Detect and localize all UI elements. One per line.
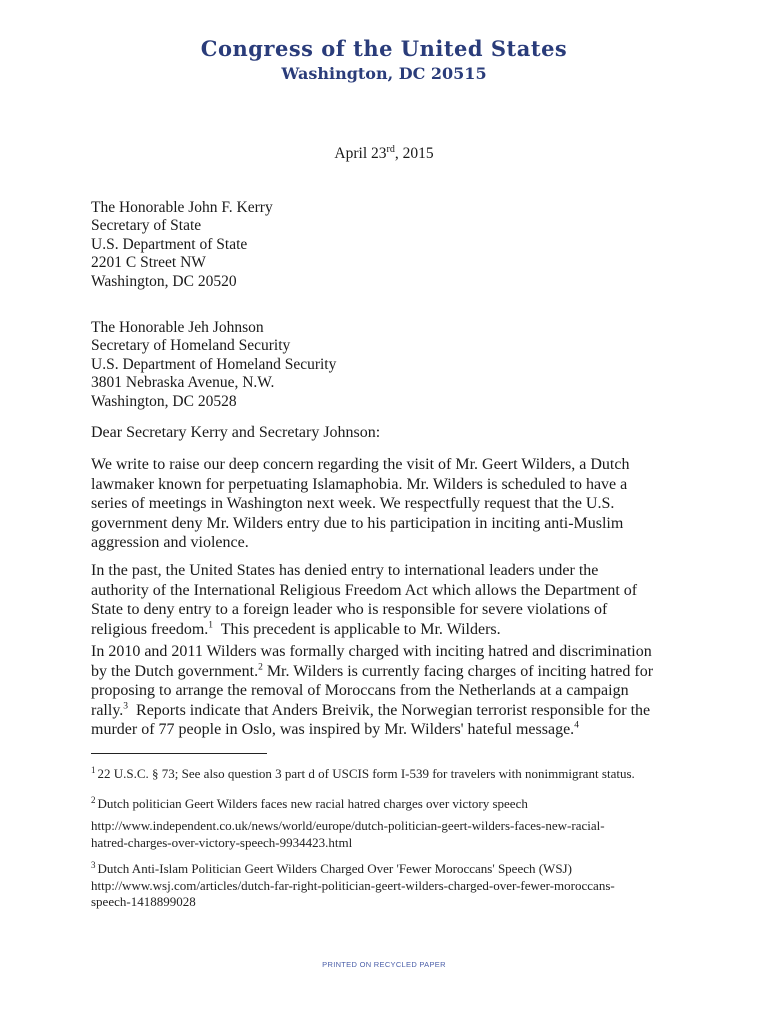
paragraph-line (91, 720, 683, 740)
date-year: , 2015 (394, 145, 434, 163)
footnote-text: Dutch politician Geert Wilders faces new racial hatred charges over victory speech (97, 796, 528, 811)
footnote-separator (91, 753, 267, 754)
body-paragraph-2 (91, 561, 683, 639)
footnote-ref-2: 2 (258, 662, 263, 673)
paragraph-line (91, 701, 683, 721)
recipient-city: Washington, DC 20528 (91, 392, 237, 410)
recipient-city: Washington, DC 20520 (91, 272, 237, 290)
recipient-name: The Honorable Jeh Johnson (91, 319, 264, 336)
paragraph-line: authority of the International Religious Freedom Act which allows the Department of (91, 581, 638, 599)
paragraph-line (91, 620, 683, 640)
footnote-2-url (91, 818, 605, 851)
footnote-text: 22 U.S.C. § 73; See also question 3 part d of USCIS form I-539 for travelers with nonimmigrant status. (97, 766, 635, 781)
paragraph-text: Mr. Wilders is currently facing charges of inciting hatred for (262, 662, 654, 680)
recipient-street: 3801 Nebraska Avenue, N.W. (91, 374, 275, 392)
paragraph-line: In 2010 and 2011 Wilders was formally charged with inciting hatred and discrimination (91, 643, 652, 660)
paragraph-line (91, 662, 683, 682)
footnote-number: 2 (91, 794, 96, 805)
recipient-title: Secretary of Homeland Security (91, 337, 291, 355)
footnote-3 (91, 861, 615, 911)
paragraph-text: rally. (91, 701, 124, 719)
footnote-text: Dutch Anti-Islam Politician Geert Wilders Charged Over 'Fewer Moroccans' Speech (WSJ) (97, 861, 572, 876)
body-paragraph-1 (91, 455, 683, 553)
paragraph-line: lawmaker known for perpetuating Islamaphobia. Mr. Wilders is scheduled to have a (91, 475, 628, 493)
paragraph-line: In the past, the United States has denied entry to international leaders under the (91, 562, 599, 579)
footnote-2 (91, 796, 528, 813)
recycled-paper-notice: PRINTED ON RECYCLED PAPER (322, 960, 446, 969)
recipient-address-kerry (91, 199, 273, 291)
footnote-line (91, 861, 615, 878)
footnote-url-line: http://www.independent.co.uk/news/world/europe/dutch-politician-geert-wilders-faces-new-racial- (91, 818, 605, 833)
footnote-url-line: hatred-charges-over-victory-speech-9934423.html (91, 834, 353, 850)
footnote-number: 3 (91, 859, 96, 870)
recipient-department: U.S. Department of Homeland Security (91, 355, 337, 373)
footnote-number: 1 (91, 764, 96, 775)
salutation: Dear Secretary Kerry and Secretary Johnson: (91, 424, 381, 441)
recipient-address-johnson (91, 319, 336, 411)
recipient-department: U.S. Department of State (91, 235, 248, 253)
date-month-day: April 23 (334, 145, 387, 163)
footnote-ref-3: 3 (123, 701, 129, 712)
paragraph-line: aggression and violence. (91, 534, 249, 552)
footnote-line (91, 796, 528, 813)
paragraph-line: government deny Mr. Wilders entry due to his participation in inciting anti-Muslim (91, 514, 624, 532)
footnote-url-line: http://www.wsj.com/articles/dutch-far-right-politician-geert-wilders-charged-over-fewer-moroccans- (91, 877, 615, 893)
paragraph-line: proposing to arrange the removal of Moroccans from the Netherlands at a campaign (91, 682, 629, 700)
footnote-ref-4: 4 (574, 721, 579, 732)
paragraph-line: We write to raise our deep concern regarding the visit of Mr. Geert Wilders, a Dutch (91, 456, 630, 473)
recipient-street: 2201 C Street NW (91, 254, 206, 272)
body-paragraph-3 (91, 642, 683, 740)
recipient-name: The Honorable John F. Kerry (91, 199, 273, 216)
paragraph-text: This precedent is applicable to Mr. Wilders. (213, 620, 501, 638)
footnote-1 (91, 766, 635, 783)
paragraph-line: State to deny entry to a foreign leader who is responsible for severe violations of (91, 601, 608, 619)
letter-date (0, 144, 768, 163)
letterhead-address: Washington, DC 20515 (281, 64, 487, 83)
paragraph-text: by the Dutch government. (91, 662, 259, 680)
paragraph-text: murder of 77 people in Oslo, was inspired by Mr. Wilders' hateful message. (91, 721, 575, 739)
paragraph-text: religious freedom. (91, 620, 209, 638)
letterhead-title: Congress of the United States (200, 36, 568, 61)
recipient-title: Secretary of State (91, 217, 202, 235)
footnote-url-line: speech-1418899028 (91, 894, 196, 909)
paragraph-line: series of meetings in Washington next week. We respectfully request that the U.S. (91, 495, 615, 513)
footnote-line (91, 766, 635, 783)
paragraph-text: Reports indicate that Anders Breivik, the Norwegian terrorist responsible for the (128, 701, 651, 719)
date-suffix: rd (386, 144, 395, 155)
footnote-ref-1: 1 (208, 620, 214, 631)
